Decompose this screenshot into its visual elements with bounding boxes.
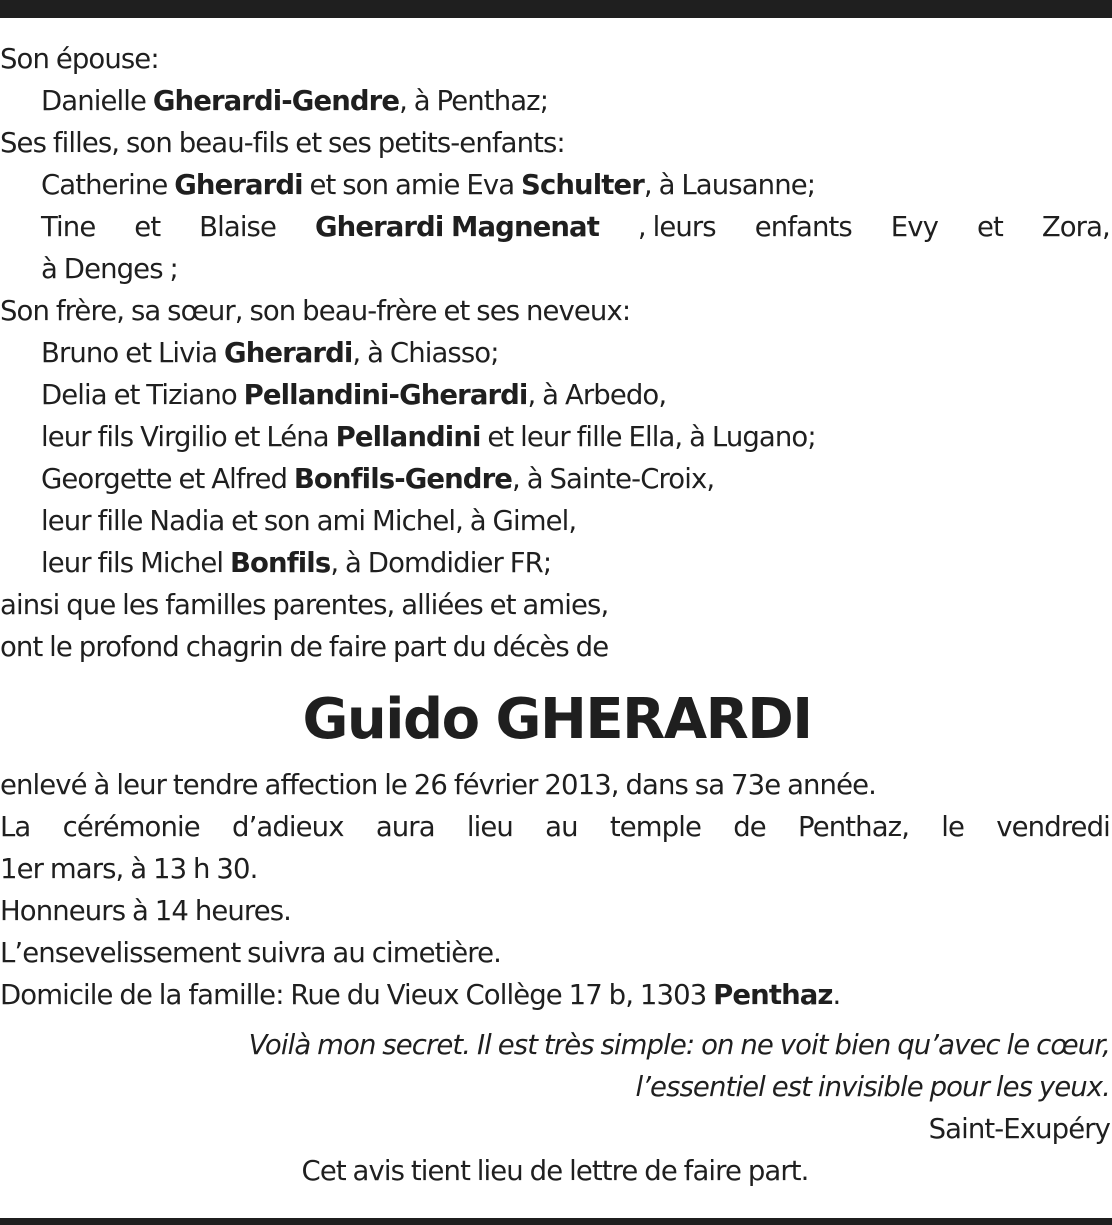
ceremony-word: lieu [466,811,513,843]
ceremony-word: de [733,811,766,843]
bottom-rule [0,1218,1112,1225]
quote-line-2: l’essentiel est invisible pour les yeux. [635,1071,1110,1103]
children-line-1 [0,164,1110,206]
text-segment: , à Domdidier FR; [330,547,552,579]
ceremony-word: d’adieux [232,811,344,843]
text-segment: Georgette et Alfred [41,463,294,495]
spouse-heading: Son épouse: [0,43,159,75]
surname: Gherardi Magnenat [314,211,599,243]
quote-line-1: Voilà mon secret. Il est très simple: on ne voit bien qu’avec le cœur, [248,1029,1110,1061]
ceremony-word: vendredi [996,811,1110,843]
word: et [134,211,161,243]
word: Blaise [199,211,277,243]
details-line-1: enlevé à leur tendre affection le 26 février 2013, dans sa 73e année. [0,769,876,801]
ceremony-line [0,806,1110,848]
text-segment: , à Arbedo, [527,379,667,411]
ceremony-word: Penthaz, [798,811,910,843]
ceremony-word: le [941,811,965,843]
obituary-body [0,38,1110,1192]
siblings-heading: Son frère, sa sœur, son beau-frère et ses neveux: [0,295,631,327]
surname: Pellandini-Gherardi [243,379,528,411]
children-line-2 [0,206,1110,248]
text-segment: . [832,979,841,1011]
surname: Pellandini [335,421,481,453]
spouse-location: , à Penthaz; [399,85,549,117]
spouse-line [0,80,1110,122]
burial-line: L’ensevelissement suivra au cimetière. [0,937,501,969]
ceremony-continued: 1er mars, à 13 h 30. [0,853,258,885]
town-name: Penthaz [713,979,833,1011]
ceremony-word: La [0,811,31,843]
text-segment: et son amie Eva [302,169,522,201]
top-rule [0,0,1112,18]
surname: Gherardi [224,337,353,369]
word: et [976,211,1003,243]
quote-author: Saint-Exupéry [928,1113,1110,1145]
siblings-line-3 [0,416,1110,458]
spouse-surname: Gherardi-Gendre [152,85,400,117]
text-segment: , à Sainte-Croix, [512,463,715,495]
text-segment: et leur fille Ella, à Lugano; [480,421,816,453]
text-segment: Domicile de la famille: Rue du Vieux Collège 17 b, 1303 [0,979,714,1011]
text-segment: leur fils Michel [41,547,230,579]
ceremony-word: au [545,811,578,843]
word: Evy [890,211,938,243]
ceremony-word: aura [375,811,435,843]
siblings-line-6 [0,542,1110,584]
siblings-line-5: leur fille Nadia et son ami Michel, à Gimel, [41,505,577,537]
closing-line-1: ainsi que les familles parentes, alliées et amies, [0,589,609,621]
surname: Bonfils [229,547,331,579]
spouse-first-name: Danielle [41,85,153,117]
word: Zora, [1041,211,1110,243]
text-segment: Bruno et Livia [41,337,225,369]
ceremony-word: temple [609,811,701,843]
word: enfants [754,211,852,243]
siblings-line-1 [0,332,1110,374]
closing-line-2: ont le profond chagrin de faire part du décès de [0,631,609,663]
siblings-line-4 [0,458,1110,500]
children-heading: Ses filles, son beau-fils et ses petits-enfants: [0,127,565,159]
text-segment: , à Chiasso; [352,337,499,369]
text-segment: , à Lausanne; [643,169,816,201]
text-segment: Delia et Tiziano [41,379,244,411]
text-segment: Catherine [41,169,175,201]
notice-line: Cet avis tient lieu de lettre de faire part. [301,1155,809,1187]
children-line-3: à Denges ; [41,253,178,285]
surname: Gherardi [174,169,303,201]
honors-line: Honneurs à 14 heures. [0,895,291,927]
ceremony-word: cérémonie [62,811,200,843]
siblings-line-2 [0,374,1110,416]
surname: Schulter [521,169,644,201]
domicile-line [0,974,1110,1016]
surname: Bonfils-Gendre [293,463,513,495]
word: Tine [41,211,96,243]
word: , leurs [637,211,716,243]
deceased-name: Guido GHERARDI [302,687,812,752]
text-segment: leur fils Virgilio et Léna [41,421,336,453]
